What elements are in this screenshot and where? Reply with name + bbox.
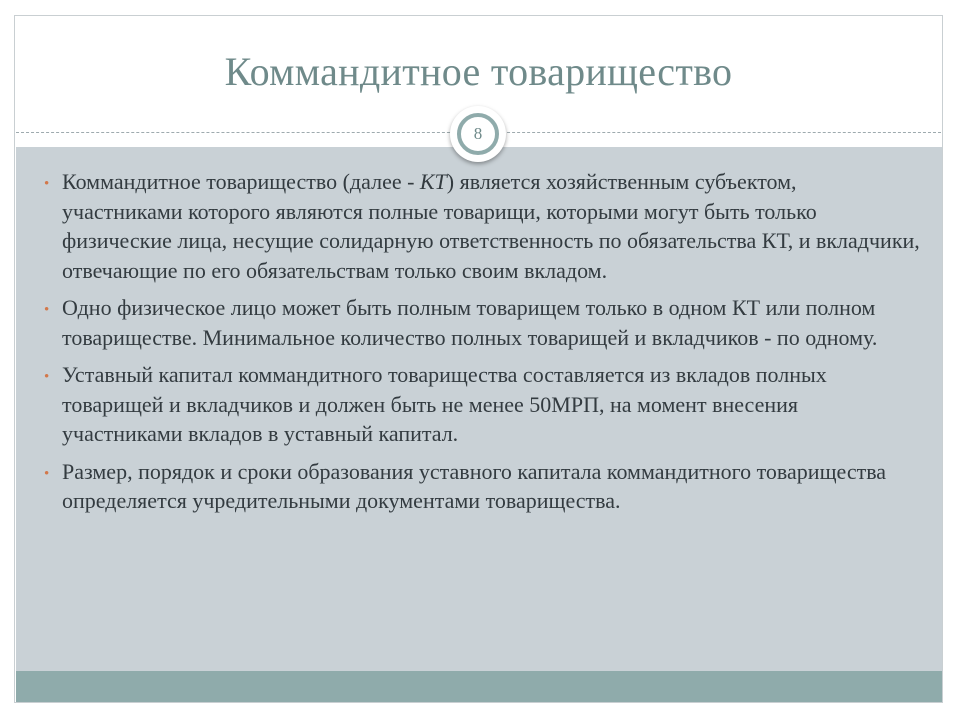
emphasis-abbreviation: КТ [419, 169, 447, 194]
bullet-icon: • [44, 465, 50, 482]
bullet-icon: • [44, 369, 50, 385]
bullet-text: Уставный капитал коммандитного товарищества составляется из вкладов полных товарищей и вкладчиков и должен быть не менее 50МРП, на момент внесения участниками вкладов в уставный капитал. [62, 362, 827, 446]
bullet-item [40, 293, 920, 352]
footer-bar [16, 671, 942, 702]
bullet-text: Одно физическое лицо может быть полным товарищем только в одном КТ или полном товариществе. Минимальное количество полных товарищей и вкладчиков - по одному. [62, 295, 878, 350]
page-number: 8 [457, 113, 499, 155]
bullet-text: Коммандитное товарищество (далее - КТ) является хозяйственным субъектом, участниками которого являются полные товарищи, которыми могут быть только физические лица, несущие солидарную ответственность по обязательства КТ, и вкладчики, отвечающие по его обязательствам только своим вкладом. [62, 169, 920, 283]
bullet-icon: • [44, 176, 50, 192]
bullet-item [40, 360, 920, 449]
bullet-item [40, 457, 920, 516]
bullet-item [40, 167, 920, 285]
bullet-list [40, 167, 920, 524]
bullet-text: Размер, порядок и сроки образования уставного капитала коммандитного товарищества определяется учредительными документами товарищества. [62, 458, 887, 513]
page-number-badge [450, 106, 506, 162]
bullet-icon: • [44, 302, 50, 318]
slide-title: Коммандитное товарищество [224, 49, 733, 94]
